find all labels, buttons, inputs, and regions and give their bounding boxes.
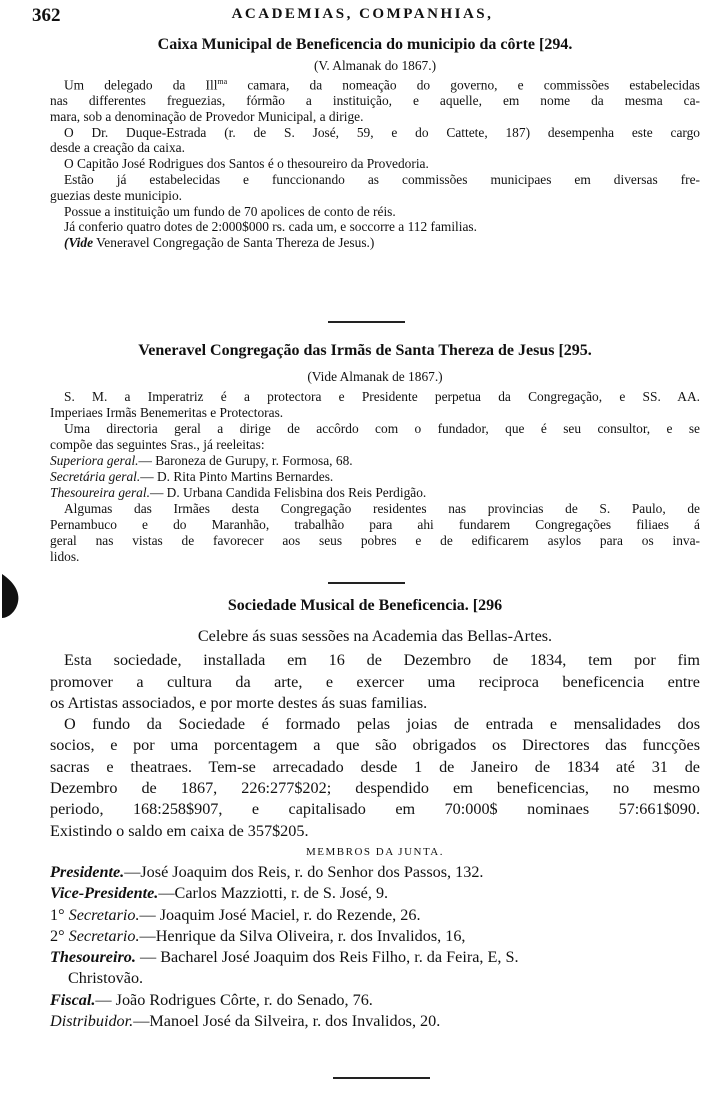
section-title-296: Sociedade Musical de Beneficencia. [296 (227, 597, 503, 614)
text-line: Dezembro de 1867, 226:277$202; despendido em beneficencias, no mesmo (50, 779, 700, 798)
member (50, 926, 700, 947)
name: Christovão. (68, 969, 144, 988)
ordinal: 1° (50, 905, 69, 924)
binding-mark-icon (0, 572, 22, 620)
role: Superiora geral. (50, 453, 139, 468)
text: Veneravel Congregação de Santa Thereza de Jesus.) (93, 235, 375, 251)
board-member (50, 453, 700, 469)
role: Distribuidor. (50, 1012, 134, 1031)
text-line: compõe das seguintes Sras., já reeleitas: (50, 437, 265, 452)
section-title-295: Veneravel Congregação das Irmãs de Santa Thereza de Jesus [295. (138, 342, 592, 359)
text-line: lidos. (50, 549, 80, 564)
text-line: mara, sob a denominação de Provedor Municipal, a dirige. (50, 108, 364, 124)
section-reference: (Vide Almanak de 1867.) (307, 369, 443, 384)
vide-label: (Vide (64, 235, 94, 251)
section-title-294: Caixa Municipal de Beneficencia do municipio da côrte [294. (157, 36, 573, 53)
text-line: Imperiaes Irmãs Benemeritas e Protectoras. (50, 405, 284, 420)
text-line: Estão já estabelecidas e funccionando as commissões municipaes em diversas fre- (64, 172, 700, 188)
page-number: 362 (32, 5, 61, 26)
text-line: O fundo da Sociedade é formado pelas joias de entrada e mensalidades dos (64, 715, 700, 734)
role: Vice-Presidente. (50, 884, 159, 903)
name: — Baroneza de Gurupy, r. Formosa, 68. (138, 453, 353, 468)
text-line: socios, e por uma porcentagem a que são obrigados os Directores das funcções (50, 736, 700, 755)
role: Secretario. (68, 926, 140, 945)
text-line (50, 235, 700, 251)
member (50, 947, 700, 968)
section-divider (328, 582, 405, 584)
text-line: O Dr. Duque-Estrada (r. de S. José, 59, e do Cattete, 187) desempenha este cargo (64, 124, 700, 140)
text-line: Existindo o saldo em caixa de 357$205. (50, 821, 309, 840)
text-line: Pernambuco e do Maranhão, trabalhão para ahi fundarem Congregações filiaes á (50, 517, 700, 532)
section-divider (333, 1077, 430, 1079)
member (50, 862, 700, 883)
superscript: ma (217, 76, 228, 86)
text-line: os Artistas associados, e por morte destes ás suas familias. (50, 693, 428, 712)
member (50, 1011, 700, 1032)
text-line: O Capitão José Rodrigues dos Santos é o thesoureiro da Provedoria. (64, 156, 429, 172)
board-title: MEMBROS DA JUNTA. (306, 845, 444, 858)
role: Fiscal. (50, 990, 96, 1009)
role: Thesoureira geral. (50, 485, 150, 500)
name: — D. Rita Pinto Martins Bernardes. (140, 469, 334, 484)
name: —José Joaquim dos Reis, r. do Senhor dos Passos, 132. (124, 862, 484, 881)
text-line: geral nas vistas de favorecer aos seus pobres e de edificarem asylos para os inva- (50, 533, 700, 548)
name: — Joaquim José Maciel, r. do Rezende, 26. (139, 905, 421, 924)
name: —Carlos Mazziotti, r. de S. José, 9. (158, 884, 389, 903)
section-divider (328, 321, 405, 323)
text-line: Possue a instituição um fundo de 70 apolices de conto de réis. (64, 203, 396, 219)
text-line: promover a cultura da arte, e exercer uma reciproca beneficencia entre (50, 672, 700, 691)
text-line: S. M. a Imperatriz é a protectora e Presidente perpetua da Congregação, e SS. AA. (64, 389, 700, 404)
running-title: ACADEMIAS, COMPANHIAS, (231, 6, 494, 22)
role: Presidente. (50, 862, 125, 881)
name: — João Rodrigues Côrte, r. do Senado, 76. (95, 990, 373, 1009)
member-continuation (50, 968, 700, 989)
section-294-body (50, 58, 700, 251)
section-296-body (50, 626, 700, 1032)
text-line (50, 74, 700, 93)
name: — D. Urbana Candida Felisbina dos Reis Perdigão. (149, 485, 427, 500)
text: Um delegado da Ill (64, 77, 218, 93)
text-line: Esta sociedade, installada em 16 de Dezembro de 1834, tem por fim (64, 651, 700, 670)
section-295-body (50, 369, 700, 565)
name: —Henrique da Silva Oliveira, r. dos Invalidos, 16, (139, 926, 466, 945)
text-line: guezias deste municipio. (50, 187, 183, 203)
section-intro: Celebre ás suas sessões na Academia das Bellas-Artes. (197, 627, 553, 645)
text-line: desde a creação da caixa. (50, 140, 185, 156)
text-line: nas differentes freguezias, fórmão a instituição, e aquelle, em nome da mesma ca- (50, 93, 700, 109)
role: Secretária geral. (50, 469, 141, 484)
text-line: sacras e theatraes. Tem-se arrecadado desde 1 de Janeiro de 1834 até 31 de (50, 757, 700, 776)
text: camara, da nomeação do governo, e commissões estabelecidas (227, 77, 700, 93)
member (50, 990, 700, 1011)
name: — Bacharel José Joaquim dos Reis Filho, r. da Feira, E, S. (135, 948, 519, 967)
name: —Manoel José da Silveira, r. dos Invalidos, 20. (133, 1012, 441, 1031)
text-line: Algumas das Irmães desta Congregação residentes nas provincias de S. Paulo, de (64, 501, 700, 516)
role: Secretario. (68, 905, 140, 924)
board-member (50, 485, 700, 501)
binding-mark (0, 572, 22, 620)
member (50, 883, 700, 904)
text-line: Uma directoria geral a dirige de accôrdo com o fundador, que é seu consultor, e se (64, 421, 700, 436)
section-reference: (V. Almanak do 1867.) (313, 58, 437, 73)
text-line: Já conferio quatro dotes de 2:000$000 rs. cada um, e soccorre a 112 familias. (64, 219, 477, 235)
board-member (50, 469, 700, 485)
ordinal: 2° (50, 926, 69, 945)
member (50, 905, 700, 926)
text-line: periodo, 168:258$907, e capitalisado em 70:000$ nominaes 57:661$090. (50, 800, 700, 819)
role: Thesoureiro. (50, 948, 136, 967)
